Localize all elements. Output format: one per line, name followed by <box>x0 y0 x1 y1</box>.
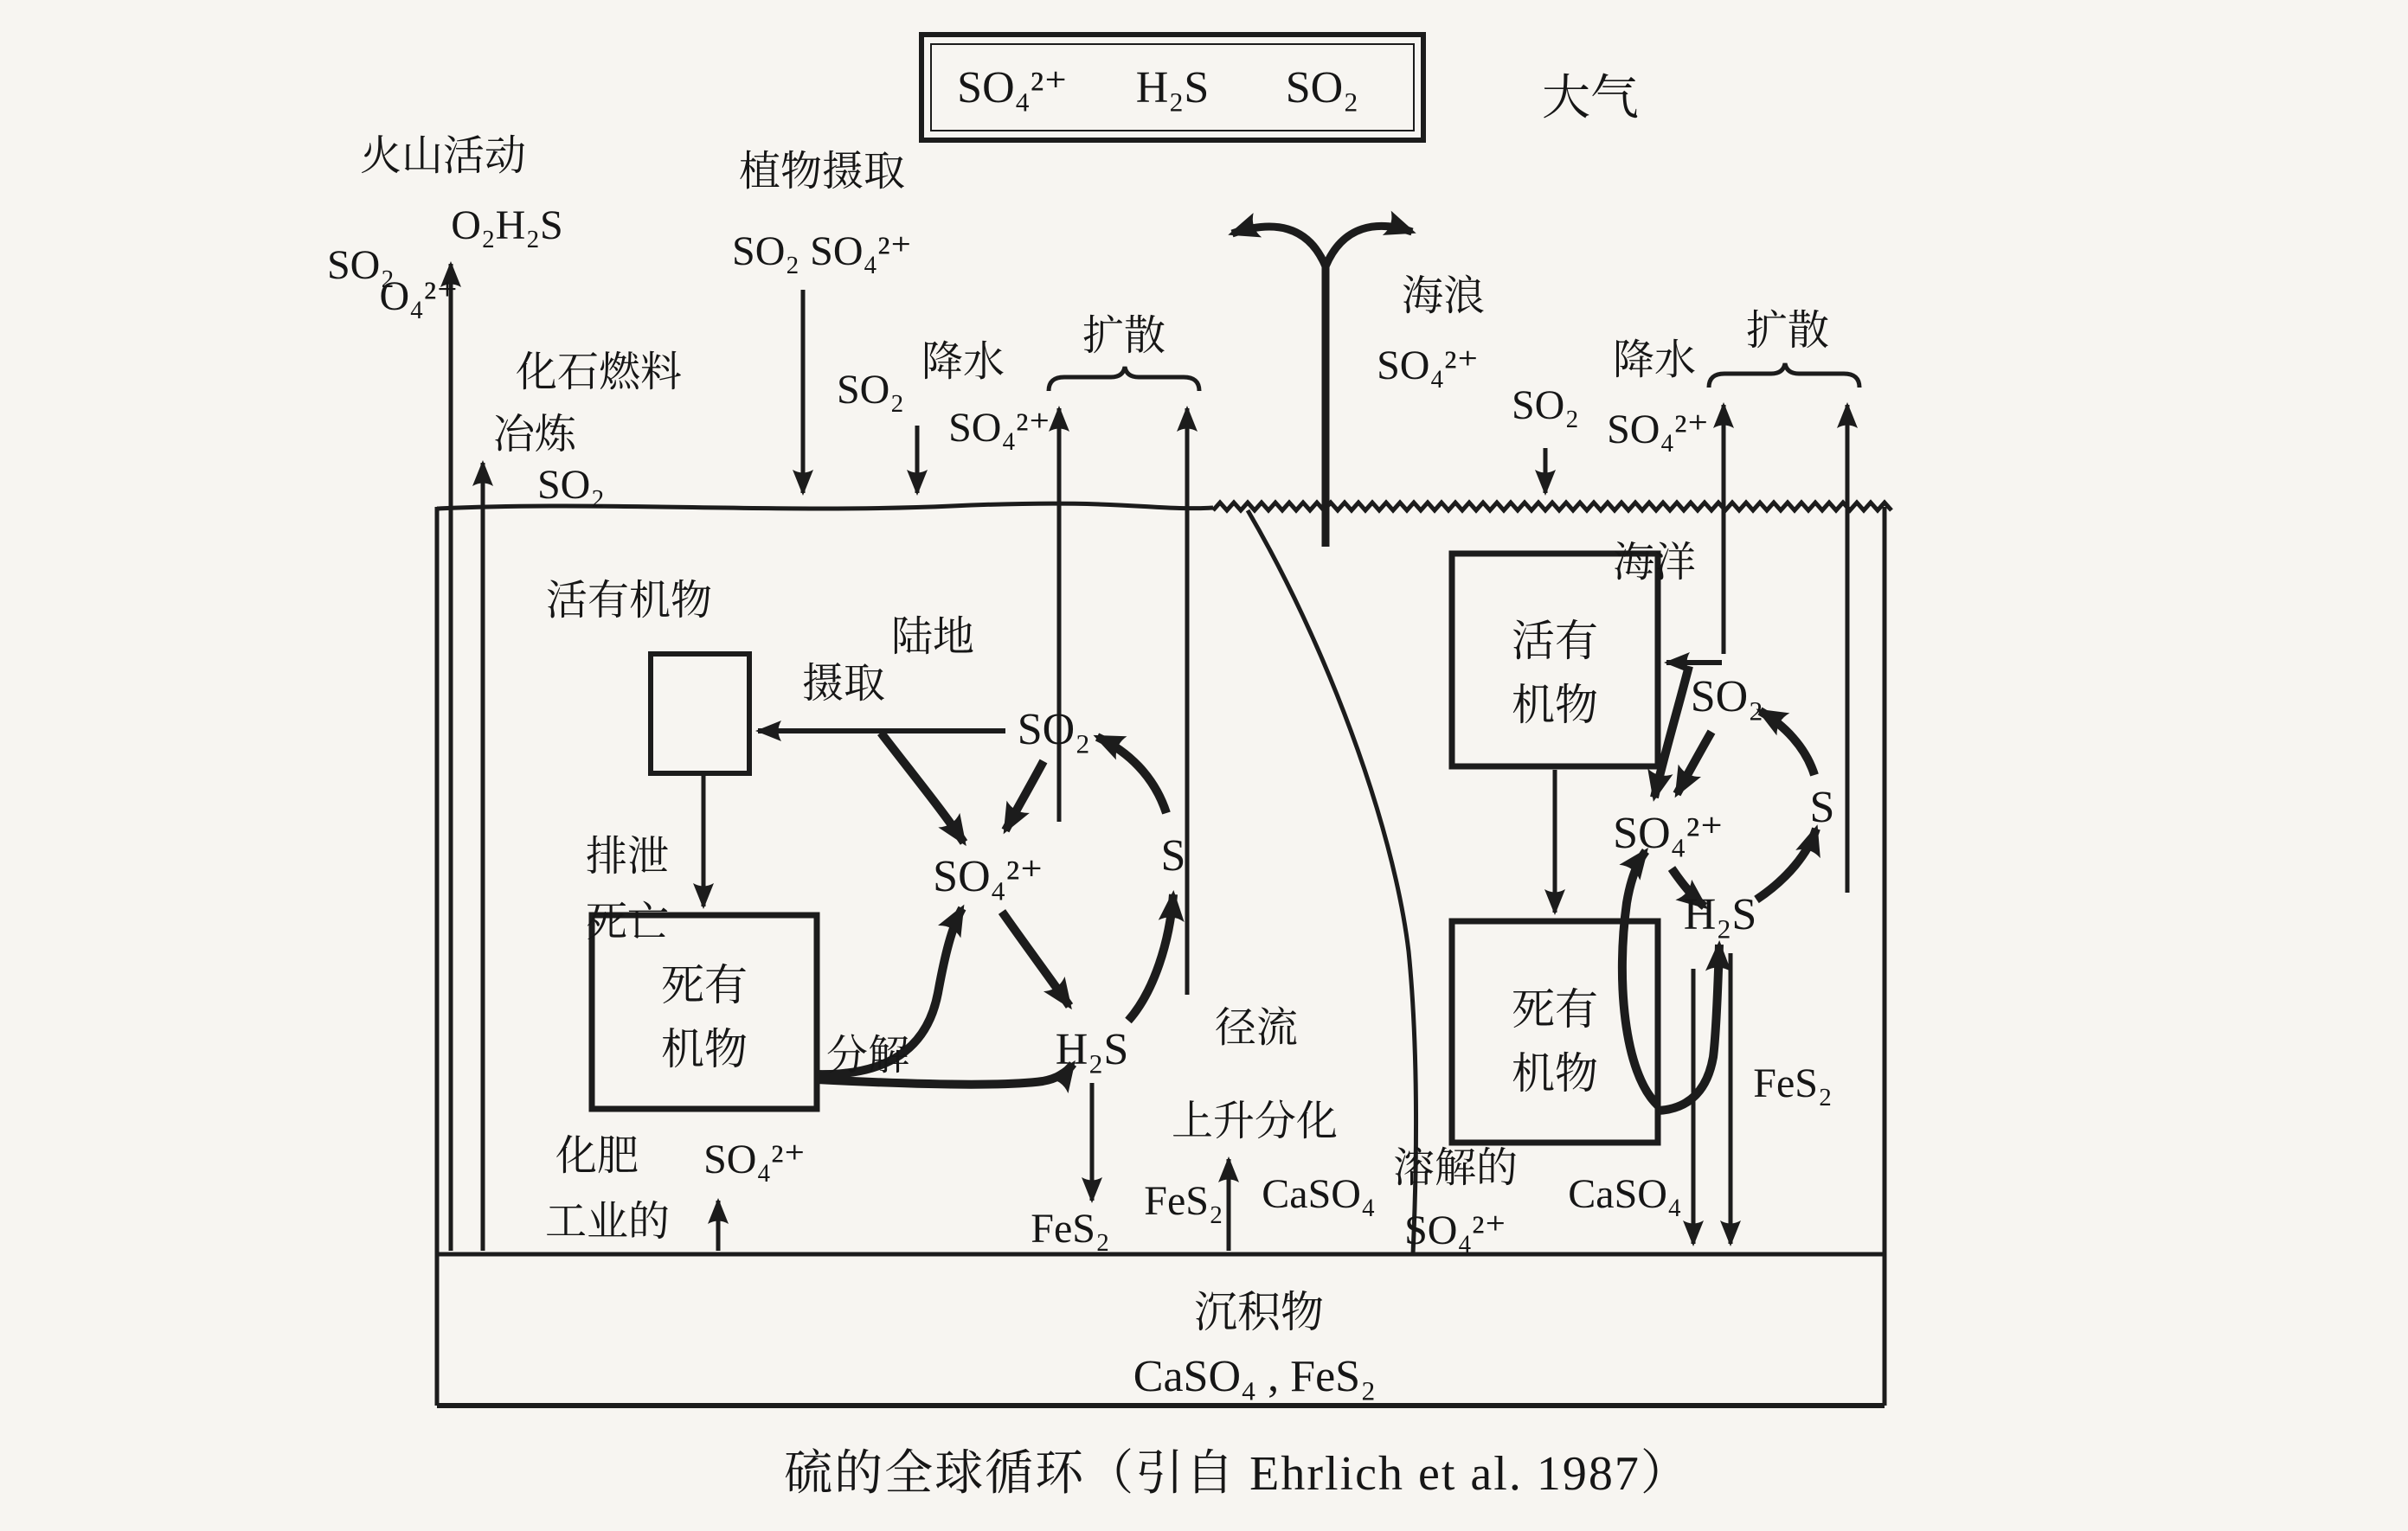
volcanic-so4: O₄²⁺ <box>379 273 459 319</box>
ocean-fes2: FeS₂ <box>1753 1060 1833 1106</box>
runoff-fes2: FeS₂ <box>1144 1178 1223 1224</box>
fossil-fuel-label-line2: 冶炼 <box>492 412 577 458</box>
land-s-to-so2-arrow <box>1097 737 1166 813</box>
fertilizer-label-line2: 工业的 <box>544 1199 671 1245</box>
land-dead-box-line2: 机物 <box>661 1025 748 1073</box>
ocean-caso4: CaSO₄ <box>1568 1171 1682 1217</box>
ocean-s-to-so2-arrow <box>1760 711 1814 775</box>
sea-spray-so4: SO₄²⁺ <box>1377 343 1479 388</box>
atmosphere-label: 大气 <box>1542 72 1639 125</box>
ocean-h2s-to-s-arrow <box>1756 829 1816 900</box>
runoff-label-line1: 径流 <box>1214 1005 1299 1051</box>
land-decomposition-label: 分解 <box>825 1033 910 1079</box>
land-label: 陆地 <box>890 614 975 660</box>
ocean-cycle-s: S <box>1809 783 1835 832</box>
ocean-diffusion-label: 扩散 <box>1745 308 1830 354</box>
atmosphere-box-so2: SO₂ <box>1285 63 1359 112</box>
plant-uptake-label: 植物摄取 <box>738 149 906 195</box>
fossil-fuel-label-line1: 化石燃料 <box>515 349 683 395</box>
land-uptakeline-to-so4-arrow <box>881 733 964 842</box>
runoff-caso4: CaSO₄ <box>1262 1171 1376 1217</box>
ocean-living-box-line2: 机物 <box>1512 681 1598 729</box>
land-dead-box-line1: 死有 <box>661 961 748 1009</box>
runoff-label-line2: 上升分化 <box>1171 1099 1339 1144</box>
land-so2-to-so4-arrow <box>1005 761 1043 830</box>
volcanic-so2: SO₂ <box>326 242 395 288</box>
ocean-cycle-h2s: H₂S <box>1683 890 1757 939</box>
land-excretion-label-line2: 死亡 <box>585 900 670 945</box>
ocean-precipitation-label: 降水 <box>1612 337 1697 383</box>
sea-spray-branch-left <box>1232 227 1326 266</box>
ocean-dead-box-line2: 机物 <box>1512 1049 1598 1098</box>
land-cycle-s: S <box>1160 831 1186 881</box>
land-so4-to-h2s-arrow <box>1002 912 1069 1006</box>
fertilizer-label-line1: 化肥 <box>555 1133 639 1179</box>
land-cycle-so4: SO₄²⁺ <box>933 852 1043 901</box>
land-precipitation-label: 降水 <box>921 339 1005 385</box>
dissolved-label: 溶解的 <box>1392 1145 1519 1191</box>
land-fes2: FeS₂ <box>1031 1206 1110 1252</box>
atmosphere-box-so4: SO₄²⁺ <box>957 63 1068 112</box>
ocean-dead-box-line1: 死有 <box>1512 985 1598 1034</box>
land-precipitation-so4: SO₄²⁺ <box>948 405 1050 451</box>
land-living-organism-box <box>651 654 749 773</box>
sea-spray-label: 海浪 <box>1401 273 1486 319</box>
land-diffusion-label: 扩散 <box>1082 313 1166 359</box>
fossil-fuel-so2: SO₂ <box>536 462 606 508</box>
land-diffusion-brace <box>1049 367 1199 391</box>
ocean-cycle-so4: SO₄²⁺ <box>1613 809 1724 858</box>
ocean-precipitation-so4: SO₄²⁺ <box>1607 407 1709 452</box>
dissolved-so4: SO₄²⁺ <box>1404 1208 1506 1253</box>
ocean-surface-wave <box>1213 503 1891 510</box>
ocean-so2-to-so4-arrow <box>1677 732 1711 794</box>
land-cycle-so2: SO₂ <box>1017 705 1091 754</box>
plant-uptake-formulas: SO₂ SO₄²⁺ <box>732 228 912 274</box>
figure-caption: 硫的全球循环（引自 Ehrlich et al. 1987） <box>784 1447 1691 1501</box>
volcanic-activity-label: 火山活动 <box>359 133 527 179</box>
land-cycle-h2s: H₂S <box>1055 1025 1129 1074</box>
ocean-precip-so2: SO₂ <box>1511 382 1580 428</box>
ocean-label: 海洋 <box>1612 540 1697 586</box>
sea-spray-branch-right <box>1326 226 1412 266</box>
ocean-living-box-line1: 活有 <box>1512 617 1598 665</box>
land-h2s-to-s-arrow <box>1128 894 1173 1021</box>
atmosphere-box-h2s: H₂S <box>1135 63 1210 112</box>
land-living-organism-label: 活有机物 <box>545 578 713 624</box>
ocean-decomp-to-h2s-arrow <box>1658 945 1719 1111</box>
ocean-cycle-so2: SO₂ <box>1690 672 1764 721</box>
ocean-diffusion-brace <box>1709 363 1859 388</box>
ocean-decomp-to-so4-arrow <box>1622 851 1658 1105</box>
sediment-minerals: CaSO₄ , FeS₂ <box>1133 1352 1377 1401</box>
plant-arrow-so2: SO₂ <box>836 367 905 413</box>
volcanic-h2s: O₂H₂S <box>451 202 563 248</box>
land-uptake-label: 摄取 <box>801 661 886 707</box>
land-excretion-label-line1: 排泄 <box>585 834 670 880</box>
sediment-label: 沉积物 <box>1194 1288 1324 1336</box>
fertilizer-so4: SO₄²⁺ <box>703 1137 806 1182</box>
